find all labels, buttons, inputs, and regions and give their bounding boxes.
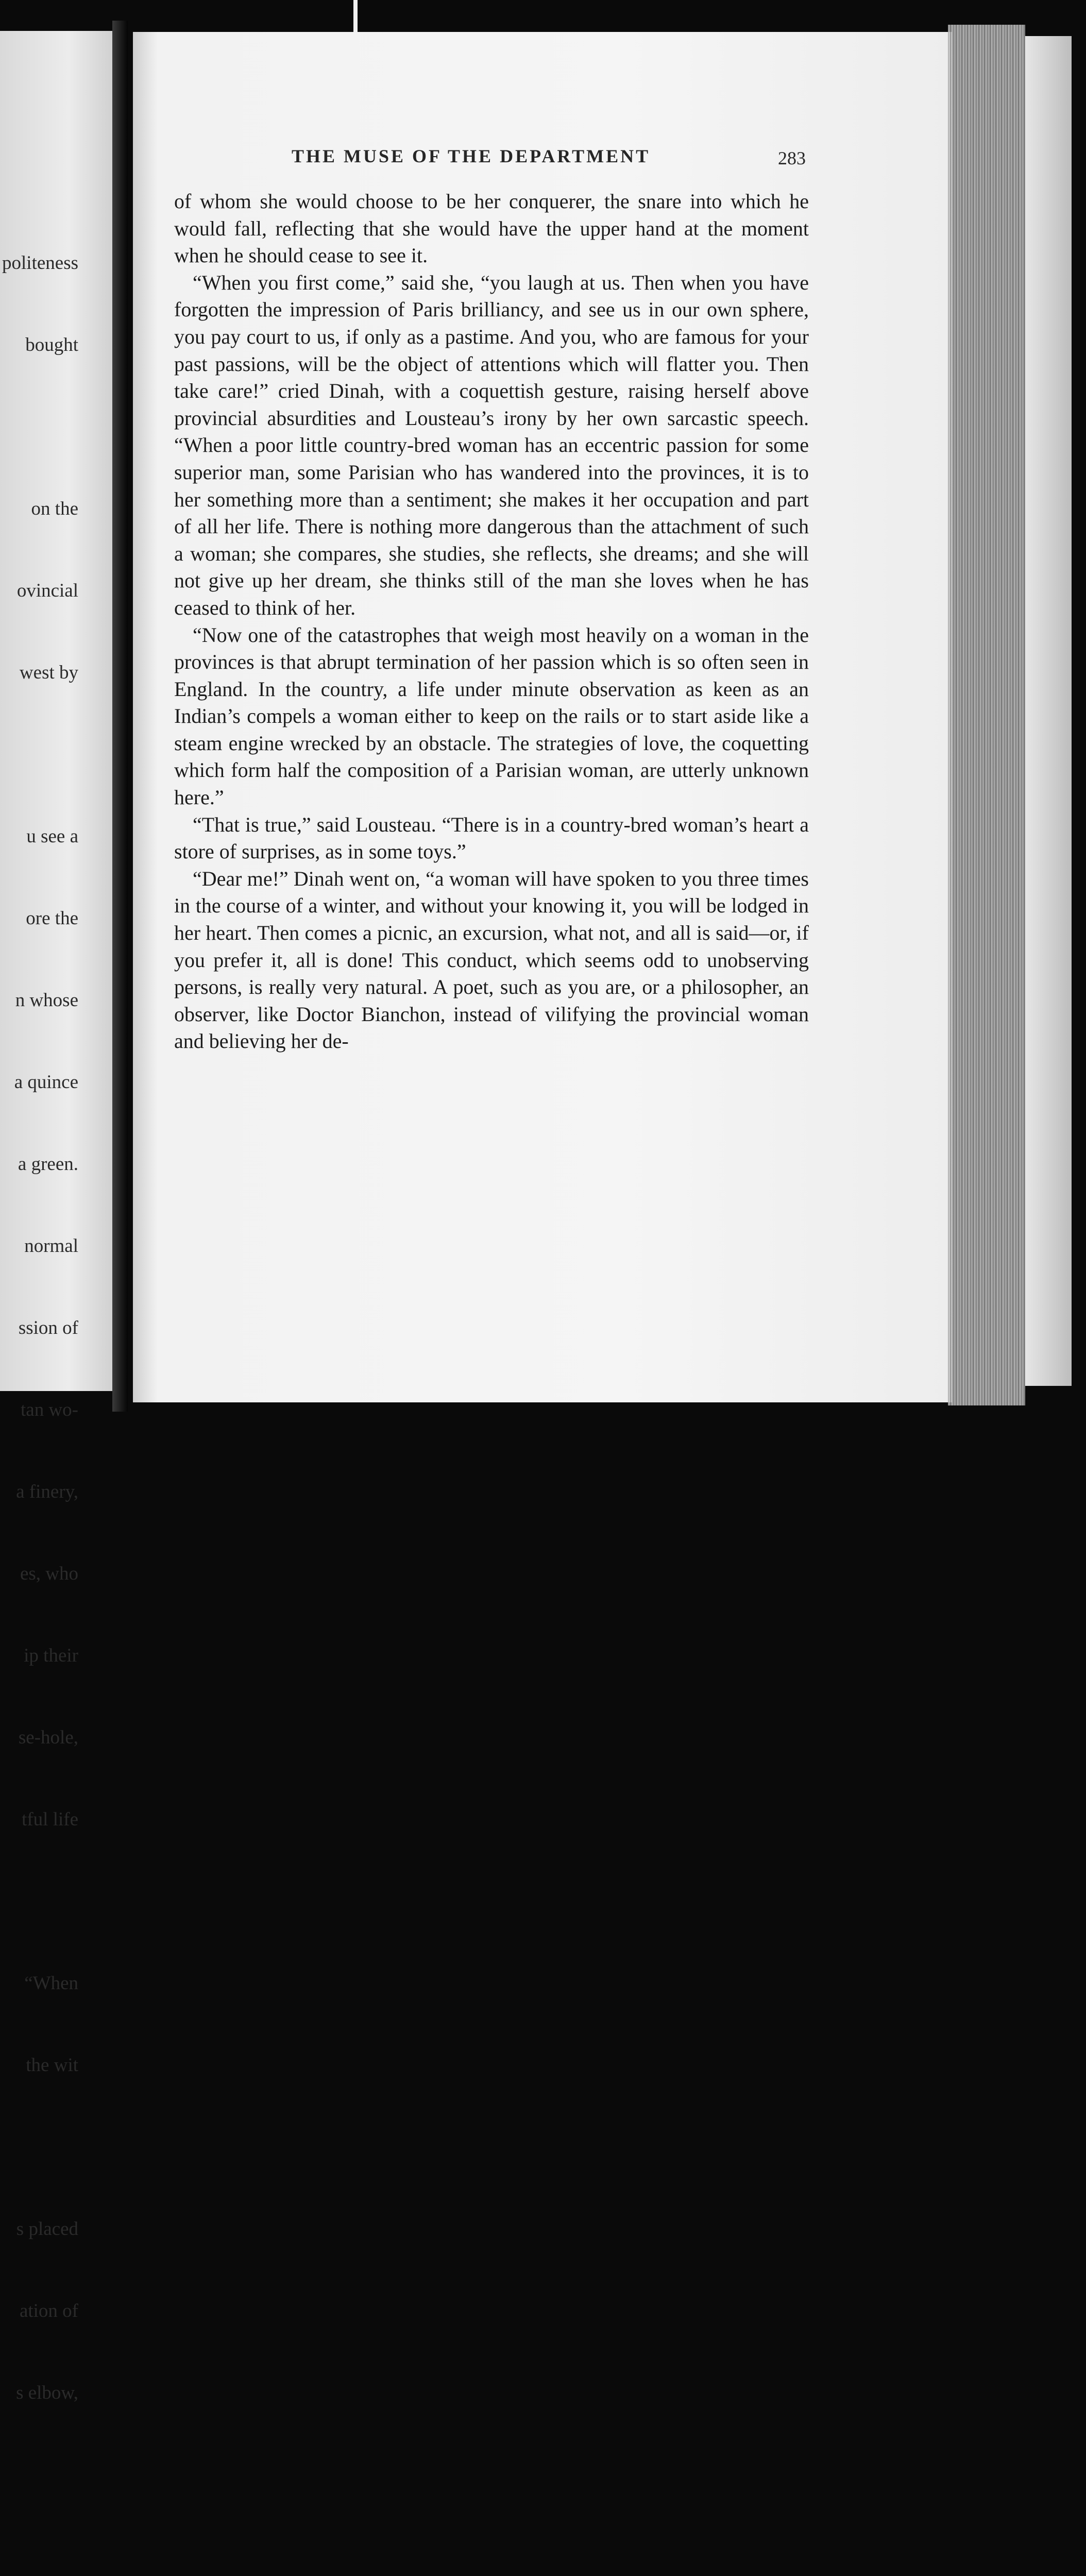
left-line: tan wo- — [21, 1399, 78, 1420]
left-line: es, who — [20, 1563, 78, 1584]
left-line: a green. — [18, 1154, 78, 1175]
left-line — [1, 741, 78, 768]
book-gutter — [112, 21, 128, 1412]
paragraph: “That is true,” said Lousteau. “There is in a country-bred woman’s heart a store of surprises, as in some toys.” — [174, 812, 809, 863]
page-number: 283 — [778, 148, 806, 168]
left-page-text — [1, 195, 78, 2576]
left-line: s elbow, — [16, 2382, 78, 2403]
running-head: THE MUSE OF THE DEPARTMENT — [292, 146, 651, 166]
left-line: a finery, — [16, 1481, 78, 1502]
left-page — [0, 31, 114, 2403]
left-line — [1, 2543, 78, 2570]
left-line — [1, 413, 78, 440]
page-edges — [948, 25, 1025, 1405]
left-line — [1, 2133, 78, 2161]
back-cover-edge — [1025, 36, 1072, 1386]
left-line: normal — [24, 1235, 78, 1257]
left-line: on the — [31, 498, 78, 519]
left-line: ssion of — [18, 1317, 78, 1338]
left-line: u see a — [26, 826, 78, 847]
page-body — [174, 188, 809, 1055]
left-line: a quince — [14, 1072, 78, 1093]
left-line: politeness — [2, 252, 78, 274]
left-line — [1, 2461, 78, 2488]
left-line: se-hole, — [18, 1727, 78, 1748]
paragraph: “When you first come,” said she, “you laugh at us. Then when you have forgotten the impression of Paris brilliancy, and see us in our own sphere, you pay court to us, if only as a pastime. And you, who are famous for your past passions, will be the object of attentions which will flatter you. Then take care!” cried Dinah, with a coquettish gesture, raising herself above provincial absurdities and Lousteau’s irony by her own sarcastic speech. “When a poor little country-bred woman has an eccentric passion for some superior man, some Parisian who has wandered into the provinces, it is to her something more than a sentiment; she makes it her occupation and part of all her life. There is nothing more dangerous than the attachment of such a woman; she compares, she studies, she reflects, she dreams; and she will not give up her dream, she thinks still of the man she loves when he has ceased to think of her. — [174, 270, 809, 619]
left-line — [1, 1888, 78, 1915]
left-line: tful life — [22, 1809, 78, 1830]
left-line: s placed — [16, 2218, 78, 2240]
paragraph: “Now one of the catastrophes that weigh most heavily on a woman in the provinces is that abrupt termination of her passion which is so often seen in England. In the country, a life under minute observation as keen as an Indian’s compels a woman either to keep on the rails or to start aside like a steam engine wrecked by an obstacle. The strategies of love, the coquetting which form half the composition of a Parisian woman, are utterly unknown here.” — [174, 623, 809, 809]
paragraph: of whom she would choose to be her conquerer, the snare into which he would fall, reflecting that she would have the upper hand at the moment when he should cease to see it. — [174, 190, 809, 267]
left-line: ip their — [24, 1645, 78, 1666]
left-line: n whose — [15, 990, 78, 1011]
left-line: ation of — [19, 2300, 78, 2321]
left-line: ovincial — [16, 580, 78, 601]
left-line: ore the — [26, 908, 78, 929]
paragraph: “Dear me!” Dinah went on, “a woman will have spoken to you three times in the course of a winter, and without your knowing it, you will be lodged in her heart. Then comes a picnic, an excursion, what not, and all is said—or, if you prefer it, all is done! This conduct, which seems odd to unobserving persons, is really very natural. A poet, such as you are, or a philosopher, an observer, like Doctor Bianchon, instead of vilifying the provincial woman and believing her de- — [174, 867, 809, 1053]
left-line: the wit — [26, 2055, 78, 2076]
left-line: west by — [19, 662, 78, 683]
left-line: “When — [24, 1973, 78, 1994]
left-line: bought — [25, 334, 78, 355]
